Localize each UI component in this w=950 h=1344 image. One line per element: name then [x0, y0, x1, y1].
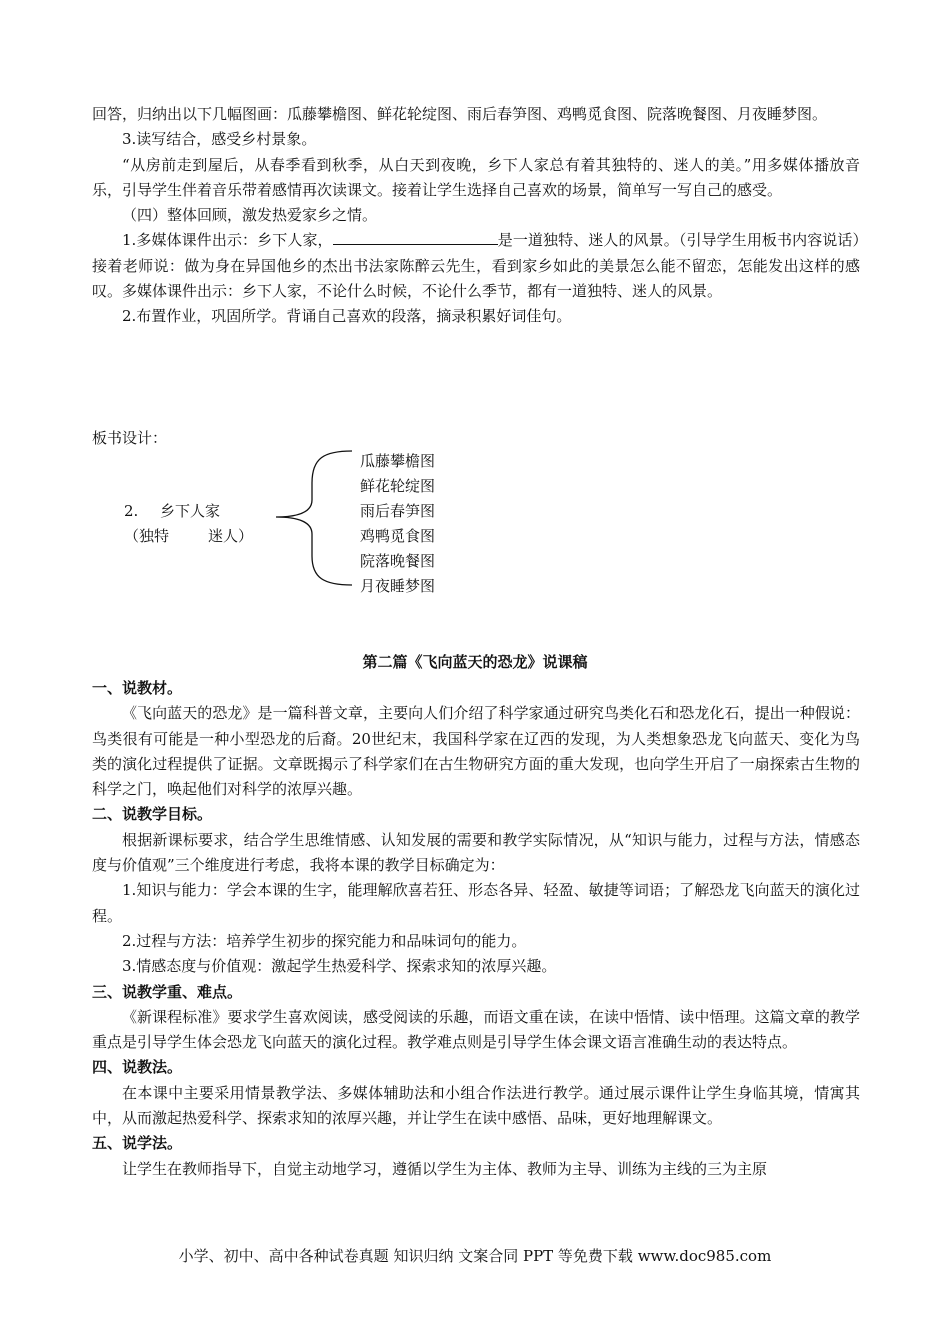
- paragraph: “从房前走到屋后，从春季看到秋季，从白天到夜晚，乡下人家总有着其独特的、迷人的美。”用多媒体播放音乐，引导学生伴着音乐带着感情再次读课文。接着让学生选择自己喜欢的场景，简单写一写自己的感受。: [92, 155, 860, 199]
- section-heading: 五、说学法。: [92, 1134, 183, 1153]
- paragraph: 《飞向蓝天的恐龙》是一篇科普文章，主要向人们介绍了科学家通过研究鸟类化石和恐龙化石，提出一种假说：鸟类很有可能是一种小型恐龙的后裔。20世纪末，我国科学家在辽西的发现，为人类想象恐龙飞向蓝天、变化为鸟类的演化过程提供了证据。文章既揭示了科学家们在古生物研究方面的重大发现，也向学生开启了一扇探索古生物的科学之门，唤起他们对科学的浓厚兴趣。: [92, 704, 860, 799]
- paragraph: 回答，归纳出以下几幅图画：瓜藤攀檐图、鲜花轮绽图、雨后春笋图、鸡鸭觅食图、院落晚餐图、月夜睡梦图。: [92, 105, 828, 123]
- paragraph: 在本课中主要采用情景教学法、多媒体辅助法和小组合作法进行教学。通过展示课件让学生身临其境，情寓其中，从而激起热爱科学、探索求知的浓厚兴趣，并让学生在读中感悟、品味，更好地理解课文。: [92, 1083, 860, 1128]
- paragraph: 《新课程标准》要求学生喜欢阅读，感受阅读的乐趣，而语文重在读，在读中悟情、读中悟理。这篇文章的教学重点是引导学生体会恐龙飞向蓝天的演化过程。教学难点则是引导学生体会课文语言准确生动的表达特点。: [92, 1007, 860, 1052]
- page-footer: 小学、初中、高中各种试卷真题 知识归纳 文案合同 PPT 等免费下载 www.doc985.com: [178, 1247, 772, 1265]
- article-title: 第二篇《飞向蓝天的恐龙》说课稿: [362, 653, 588, 671]
- article-body: [92, 676, 860, 1182]
- section-heading: 二、说教学目标。: [92, 805, 213, 824]
- board-title: 乡下人家: [160, 502, 221, 520]
- board-item: 院落晚餐图: [360, 552, 436, 570]
- board-item: 月夜睡梦图: [360, 577, 436, 595]
- board-item: 雨后春笋图: [360, 502, 436, 520]
- paragraph: 根据新课标要求，结合学生思维情感、认知发展的需要和教学实际情况，从“知识与能力，过程与方法，情感态度与价值观”三个维度进行考虑，我将本课的教学目标确定为：: [92, 830, 860, 875]
- paragraph: 2.过程与方法：培养学生初步的探究能力和品味词句的能力。: [122, 931, 527, 950]
- section-heading: 一、说教材。: [92, 679, 183, 697]
- part1-text: [92, 102, 860, 330]
- curly-brace: [272, 448, 352, 588]
- paragraph: （四）整体回顾，激发热爱家乡之情。: [122, 206, 378, 225]
- section-heading: 四、说教法。: [92, 1058, 183, 1077]
- board-item: 瓜藤攀檐图: [360, 452, 436, 470]
- section-heading: 三、说教学重、难点。: [92, 982, 243, 1001]
- paragraph: 2.布置作业，巩固所学。背诵自己喜欢的段落，摘录积累好词佳句。: [122, 307, 572, 326]
- paragraph-fill-blank: [92, 228, 860, 304]
- board-item: 鲜花轮绽图: [360, 477, 436, 495]
- paragraph: 3.情感态度与价值观：激起学生热爱科学、探索求知的浓厚兴趣。: [122, 957, 557, 976]
- board-subtitle-right: 迷人）: [208, 527, 254, 545]
- text-before-blank: 1.多媒体课件出示：乡下人家，: [122, 231, 333, 250]
- board-subtitle-left: （独特: [124, 527, 170, 545]
- paragraph: 1.知识与能力：学会本课的生字，能理解欣喜若狂、形态各异、轻盈、敏捷等词语；了解恐龙飞向蓝天的演化过程。: [92, 881, 860, 925]
- board-item: 鸡鸭觅食图: [360, 527, 436, 545]
- paragraph: 让学生在教师指导下，自觉主动地学习，遵循以学生为主体、教师为主导、训练为主线的三为主原: [122, 1159, 768, 1178]
- board-heading: 板书设计：: [92, 429, 168, 447]
- paragraph: 3.读写结合，感受乡村景象。: [122, 130, 317, 149]
- text-after-blank: 是一道独特、迷人的风景。（引导学生用板书内容说话）接着老师说：做为身在异国他乡的杰出书法家陈醉云先生，看到家乡如此的美景怎么能不留恋，怎能发出这样的感叹。多媒体课件出示：乡下人家，不论什么时候，不论什么季节，都有一道独特、迷人的风景。: [92, 231, 860, 301]
- board-number: 2.: [124, 502, 139, 520]
- fill-in-blank-line: [333, 230, 498, 245]
